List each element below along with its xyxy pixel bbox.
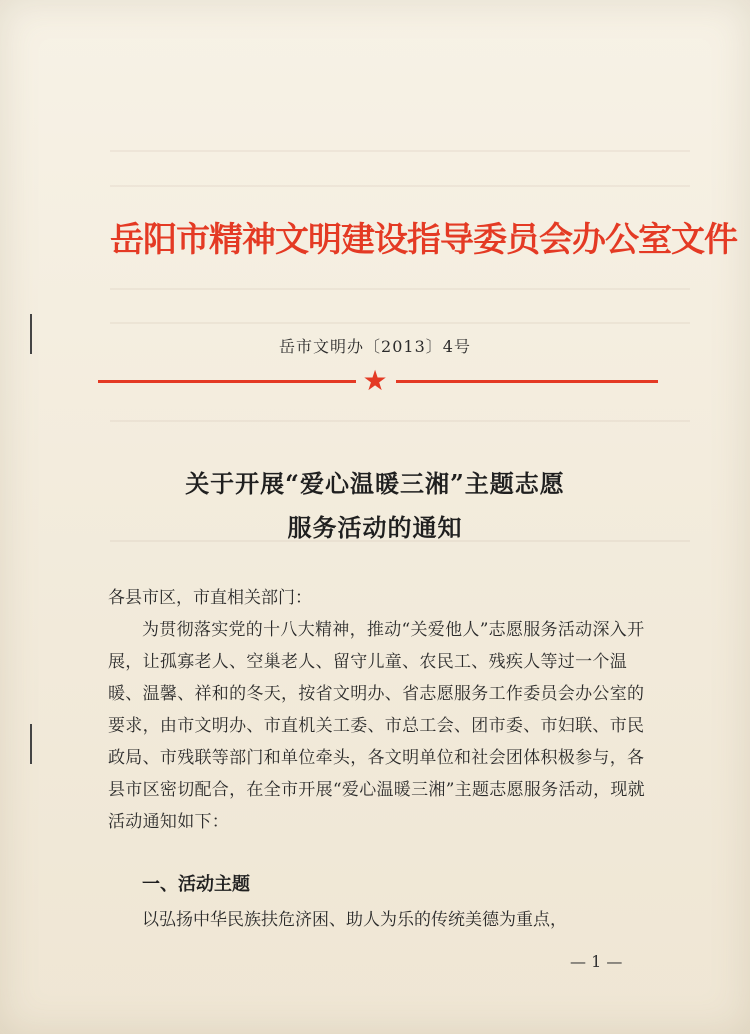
notice-title-line-1: 关于开展“爱心温暖三湘”主题志愿 <box>185 469 565 498</box>
issuer-title: 岳阳市精神文明建设指导委员会办公室文件 <box>110 220 737 260</box>
binding-mark <box>30 724 32 764</box>
red-divider-left <box>98 380 356 383</box>
addressee: 各县市区，市直相关部门： <box>108 588 312 608</box>
page-number: — 1 — <box>570 952 623 971</box>
document-number: 岳市文明办〔2013〕4号 <box>279 337 471 356</box>
star-icon: ★ <box>362 364 388 397</box>
section-paragraph: 以弘扬中华民族扶危济困、助人为乐的传统美德为重点， <box>142 910 567 930</box>
bleed-through-line <box>110 185 690 187</box>
bleed-through-line <box>110 150 690 152</box>
section-heading: 一、活动主题 <box>142 874 250 895</box>
bleed-through-line <box>110 322 690 324</box>
bleed-through-line <box>110 288 690 290</box>
bleed-through-line <box>110 420 690 422</box>
red-divider-right <box>396 380 658 383</box>
body-paragraph: 为贯彻落实党的十八大精神，推动“关爱他人”志愿服务活动深入开展，让孤寡老人、空巢老人、留守儿童、农民工、残疾人等过一个温暖、温馨、祥和的冬天，按省文明办、省志愿服务工作委员会办公室的要求，由市文明办、市直机关工委、市总工会、团市委、市妇联、市民政局、市残联等部门和单位牵头，各文明单位和社会团体积极参与，各县市区密切配合，在全市开展“爱心温暖三湘”主题志愿服务活动，现就活动通知如下： <box>108 620 645 832</box>
notice-title-line-2: 服务活动的通知 <box>287 513 463 542</box>
